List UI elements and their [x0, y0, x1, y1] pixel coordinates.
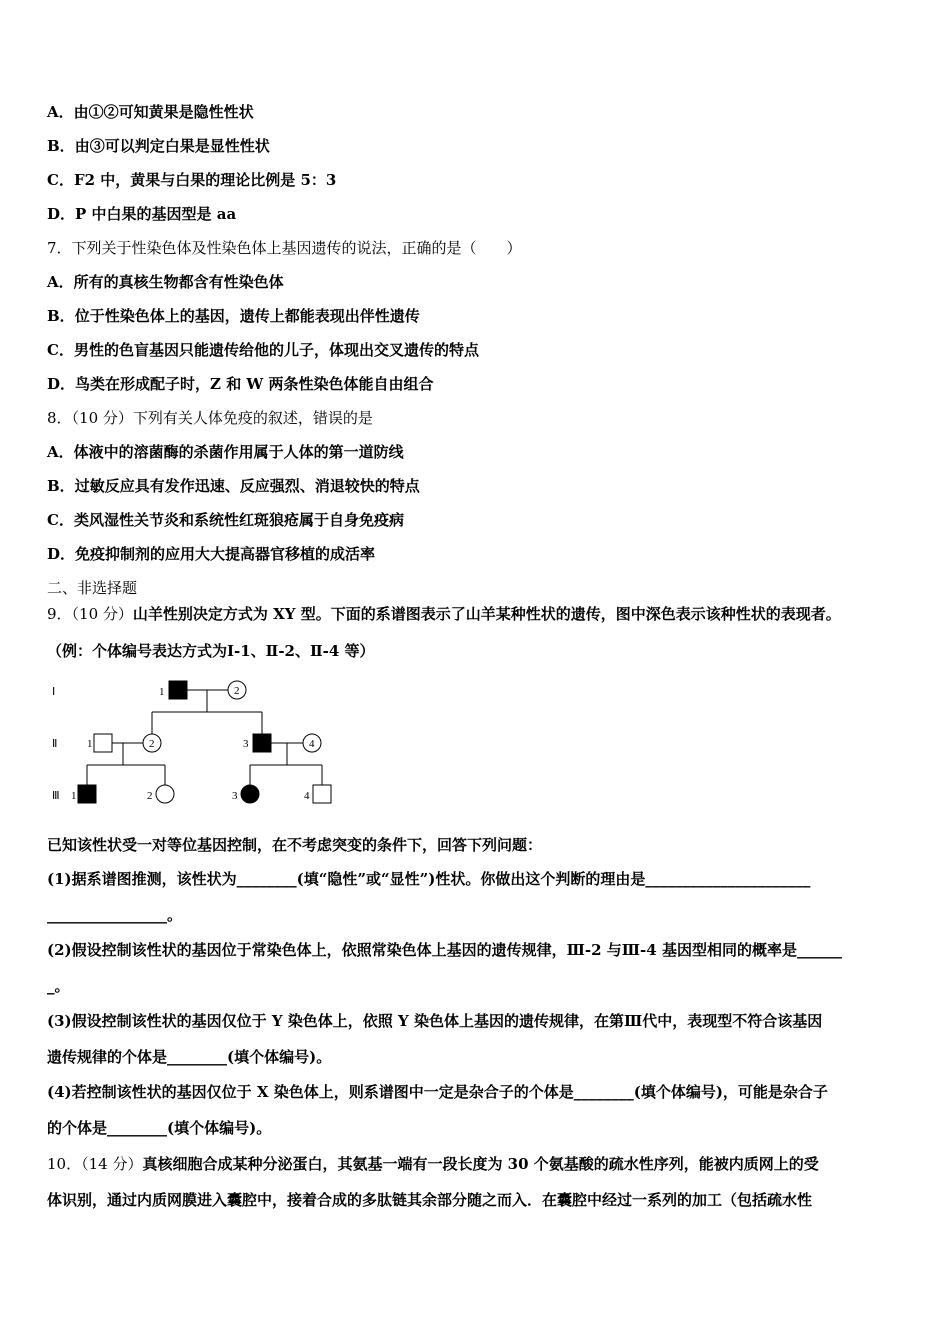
label-III-2: 2	[147, 790, 153, 802]
q6-option-d: D．P 中白果的基因型是 aa	[47, 205, 237, 223]
q9-part1-line2: ________________。	[47, 906, 183, 924]
section-heading: 二、非选择题	[47, 579, 138, 597]
q10-line1	[47, 1154, 819, 1174]
label-I-1: 1	[159, 686, 165, 698]
generation-label-1: Ⅰ	[52, 686, 56, 698]
q7-option-a: A．所有的真核生物都含有性染色体	[47, 273, 284, 291]
q7-option-c: C．男性的色盲基因只能遗传给他的儿子，体现出交叉遗传的特点	[47, 341, 479, 359]
q9-part2-line1: (2)假设控制该性状的基因位于常染色体上，依照常染色体上基因的遗传规律，Ⅲ-2 与Ⅲ-4 基因型相同的概率是______	[47, 941, 842, 959]
label-II-1: 1	[87, 738, 93, 750]
q6-option-c: C．F2 中，黄果与白果的理论比例是 5：3	[47, 171, 337, 189]
individual-II-1	[94, 734, 112, 752]
q10-number: 10．（14 分）	[47, 1155, 143, 1173]
q9-stem	[47, 604, 841, 624]
q8-option-d: D．免疫抑制剂的应用大大提高器官移植的成活率	[47, 545, 376, 563]
q8-option-b: B．过敏反应具有发作迅速、反应强烈、消退较快的特点	[47, 477, 420, 495]
individual-III-1	[78, 785, 96, 803]
label-I-2: 2	[234, 685, 240, 697]
q9-part4-line2: 的个体是________(填个体编号)。	[47, 1119, 272, 1137]
individual-III-2	[156, 785, 174, 803]
q7-option-b: B．位于性染色体上的基因，遗传上都能表现出伴性遗传	[47, 307, 420, 325]
q9-part4-line1: (4)若控制该性状的基因仅位于 X 染色体上，则系谱图中一定是杂合子的个体是________(填个体编号)，可能是杂合子	[47, 1083, 828, 1101]
q9-number: 9．（10 分）	[47, 605, 133, 623]
q10-line2: 体识别，通过内质网膜进入囊腔中，接着合成的多肽链其余部分随之而入．在囊腔中经过一系列的加工（包括疏水性	[47, 1191, 813, 1209]
q9-part1-line1: (1)据系谱图推测，该性状为________(填“隐性”或“显性”)性状。你做出这个判断的理由是______________________	[47, 870, 811, 888]
q7-stem: 7．下列关于性染色体及性染色体上基因遗传的说法，正确的是（ ）	[47, 239, 522, 257]
individual-III-3	[241, 785, 259, 803]
pedigree-chart	[40, 672, 340, 812]
q9-part3-line1: (3)假设控制该性状的基因仅位于 Y 染色体上，依照 Y 染色体上基因的遗传规律，在第Ⅲ代中，表现型不符合该基因	[47, 1012, 823, 1030]
q6-option-a: A．由①②可知黄果是隐性性状	[47, 103, 254, 121]
generation-label-3: Ⅲ	[52, 790, 60, 802]
q9-stem-text: 山羊性别决定方式为 XY 型。下面的系谱图表示了山羊某种性状的遗传，图中深色表示该种性状的表现者。	[132, 605, 841, 623]
individual-I-1	[169, 681, 187, 699]
q9-part3-line2: 遗传规律的个体是________(填个体编号)。	[47, 1048, 332, 1066]
label-II-3: 3	[243, 738, 249, 750]
q9-example: （例：个体编号表达方式为Ⅰ-1、Ⅱ-2、Ⅱ-4 等）	[47, 642, 375, 660]
q6-option-b: B．由③可以判定白果是显性性状	[47, 137, 270, 155]
q7-option-d: D．鸟类在形成配子时，Z 和 W 两条性染色体能自由组合	[47, 375, 434, 393]
q9-intro: 已知该性状受一对等位基因控制，在不考虑突变的条件下，回答下列问题：	[47, 836, 543, 854]
label-III-3: 3	[232, 790, 238, 802]
label-II-4: 4	[309, 738, 315, 750]
generation-label-2: Ⅱ	[52, 738, 58, 750]
q8-option-c: C．类风湿性关节炎和系统性红斑狼疮属于自身免疫病	[47, 511, 404, 529]
label-III-4: 4	[304, 790, 310, 802]
label-III-1: 1	[71, 790, 77, 802]
q9-part2-line2: _。	[47, 977, 70, 995]
q8-stem: 8．（10 分）下列有关人体免疫的叙述，错误的是	[47, 409, 373, 427]
q8-option-a: A．体液中的溶菌酶的杀菌作用属于人体的第一道防线	[47, 443, 404, 461]
individual-III-4	[313, 785, 331, 803]
individual-II-3	[253, 734, 271, 752]
label-II-2: 2	[149, 738, 155, 750]
q10-line1-text: 真核细胞合成某种分泌蛋白，其氨基一端有一段长度为 30 个氨基酸的疏水性序列，能被内质网上的受	[142, 1155, 819, 1173]
